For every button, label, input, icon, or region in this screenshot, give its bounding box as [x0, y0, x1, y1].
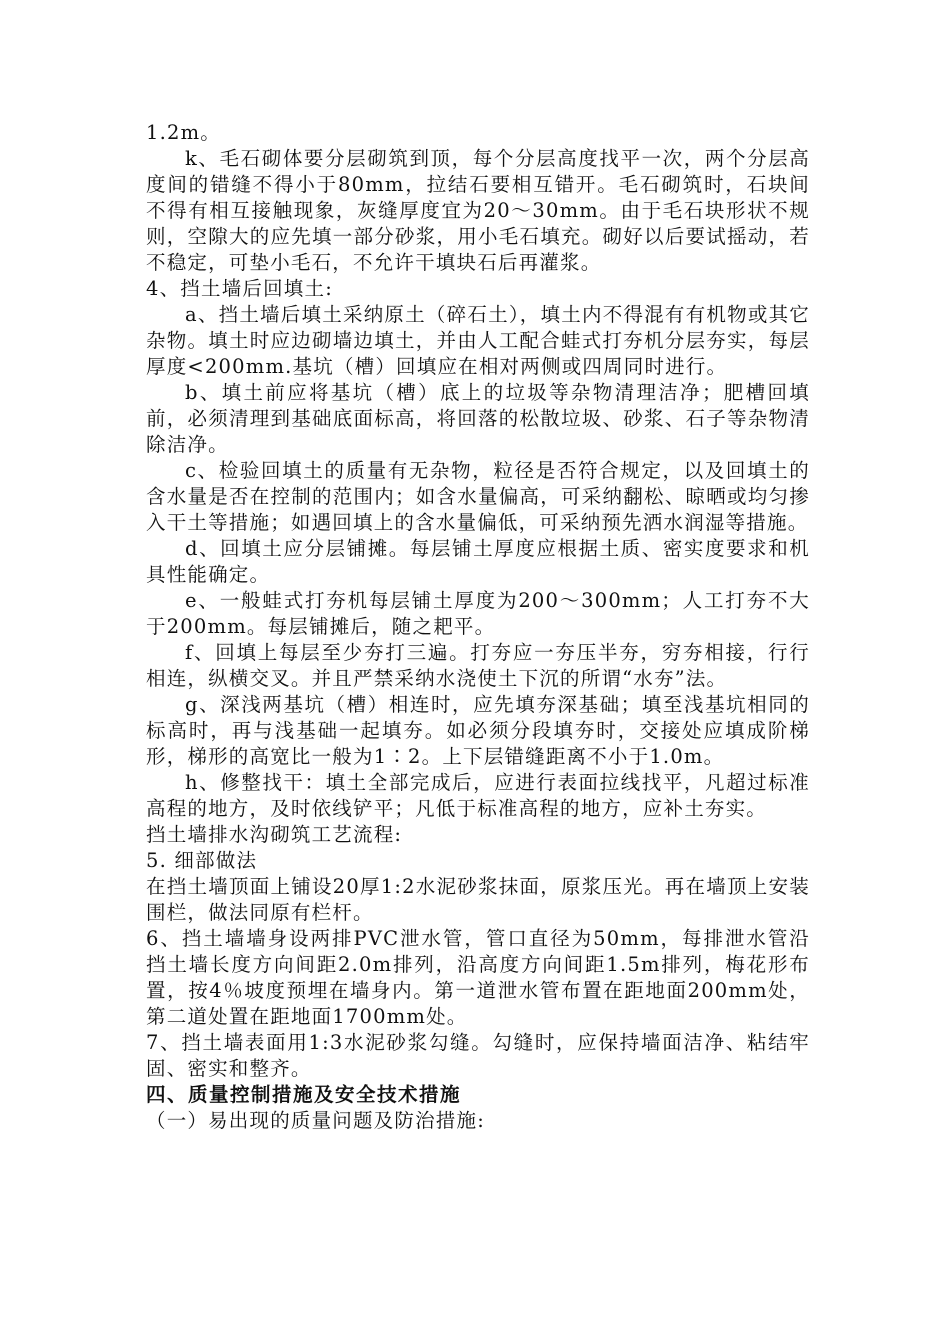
paragraph-drain-pipes: 6、挡土墙墙身设两排PVC泄水管，管口直径为50mm，每排泄水管沿挡土墙长度方向间距2.0m排列，沿高度方向间距1.5m排列，梅花形布置，按4％坡度预埋在墙身内。第一道泄水管布置在距地面200mm处，第二道处置在距地面1700mm处。	[146, 927, 810, 1028]
subsection-heading-problems: （一）易出现的质量问题及防治措施:	[146, 1109, 485, 1132]
paragraph-top-surface: 在挡土墙顶面上铺设20厚1:2水泥砂浆抹面，原浆压光。再在墙顶上安装围栏，做法同原有栏杆。	[146, 875, 810, 924]
paragraph-a: a、挡土墙后填土采纳原土（碎石土），填土内不得混有有机物或其它杂物。填土时应边砌墙边填土，并由人工配合蛙式打夯机分层夯实，每层厚度<200mm.基坑（槽）回填应在相对两侧或四周同时进行。	[146, 303, 810, 378]
section-heading-quality: 四、质量控制措施及安全技术措施	[146, 1083, 462, 1106]
heading-drain-process: 挡土墙排水沟砌筑工艺流程:	[146, 823, 403, 846]
paragraph-f: f、回填上每层至少夯打三遍。打夯应一夯压半夯，穷夯相接，行行相连，纵横交叉。并且严禁采纳水浇使土下沉的所谓“水夯”法。	[146, 641, 810, 690]
heading-details: 5. 细部做法	[146, 849, 258, 872]
paragraph-d: d、回填土应分层铺摊。每层铺土厚度应根据土质、密实度要求和机具性能确定。	[146, 537, 810, 586]
paragraph-b: b、填土前应将基坑（槽）底上的垃圾等杂物清理洁净；肥槽回填前，必须清理到基础底面标高，将回落的松散垃圾、砂浆、石子等杂物清除洁净。	[146, 381, 810, 456]
paragraph-1: 1.2m。	[146, 121, 222, 144]
paragraph-g: g、深浅两基坑（槽）相连时，应先填夯深基础；填至浅基坑相同的标高时，再与浅基础一起填夯。如必须分段填夯时，交接处应填成阶梯形，梯形的高宽比一般为1∶2。上下层错缝距离不小于1.0m。	[146, 693, 810, 768]
paragraph-h: h、修整找干：填土全部完成后，应进行表面拉线找平，凡超过标准高程的地方，及时依线铲平；凡低于标准高程的地方，应补土夯实。	[146, 771, 810, 820]
paragraph-pointing: 7、挡土墙表面用1:3水泥砂浆勾缝。勾缝时，应保持墙面洁净、粘结牢固、密实和整齐。	[146, 1031, 810, 1080]
paragraph-c: c、检验回填土的质量有无杂物，粒径是否符合规定，以及回填土的含水量是否在控制的范围内；如含水量偏高，可采纳翻松、晾晒或均匀掺入干土等措施；如遇回填上的含水量偏低，可采纳预先洒水润湿等措施。	[146, 459, 810, 534]
paragraph-e: e、一般蛙式打夯机每层铺土厚度为200～300mm；人工打夯不大于200mm。每层铺摊后，随之耙平。	[146, 589, 810, 638]
paragraph-k: k、毛石砌体要分层砌筑到顶，每个分层高度找平一次，两个分层高度间的错缝不得小于80mm，拉结石要相互错开。毛石砌筑时，石块间不得有相互接触现象，灰缝厚度宜为20～30mm。由于毛石块形状不规则，空隙大的应先填一部分砂浆，用小毛石填充。砌好以后要试摇动，若不稳定，可垫小毛石，不允许干填块石后再灌浆。	[146, 147, 810, 274]
heading-backfill: 4、挡土墙后回填土:	[146, 277, 333, 300]
document-page	[146, 120, 810, 1134]
